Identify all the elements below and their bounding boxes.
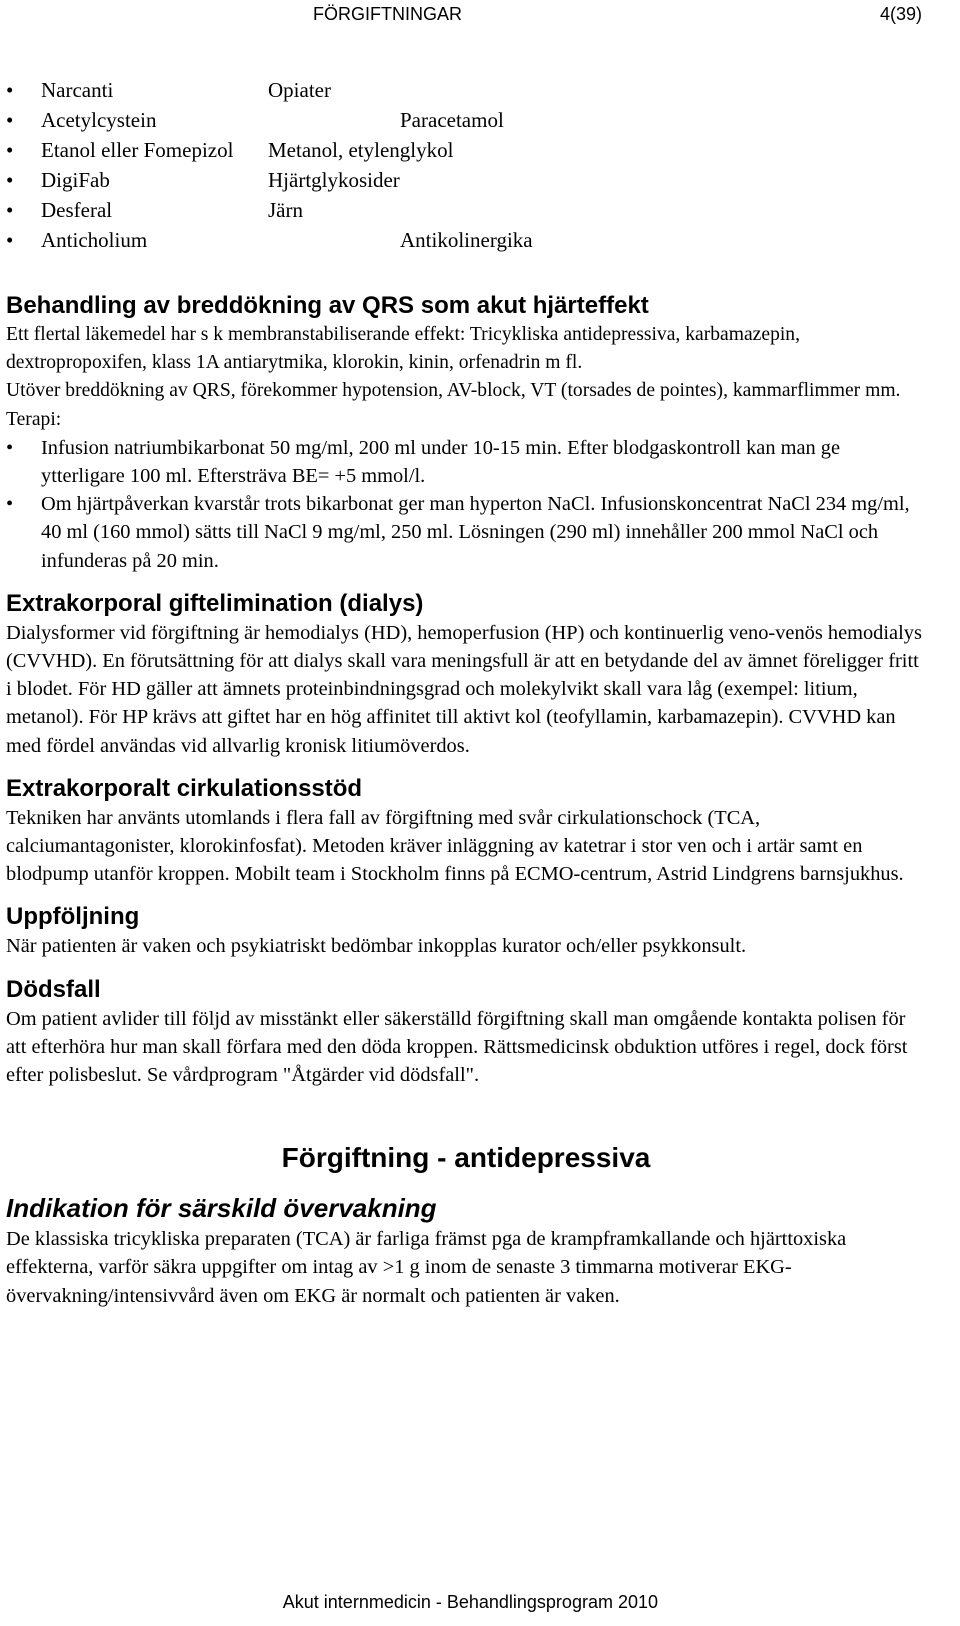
toxin-name: Opiater: [268, 78, 331, 102]
list-item: [6, 165, 926, 195]
list-item-text: Om hjärtpåverkan kvarstår trots bikarbonat ger man hyperton NaCl. Infusionskoncentrat NaCl 234 mg/ml, 40 ml (160 mmol) sätts till NaCl 9 mg/ml, 250 ml. Lösningen (290 ml) innehåller 200 mmol NaCl och infunderas på 20 min.: [41, 493, 910, 572]
subsection-heading: Indikation för särskild övervakning: [6, 1193, 437, 1224]
document-title: FÖRGIFTNINGAR: [313, 4, 462, 24]
circulation-section: [6, 774, 926, 889]
bullet-icon: •: [6, 138, 14, 162]
section-heading: Dödsfall: [6, 975, 101, 1003]
qrs-section: [6, 291, 926, 575]
bullet-icon: •: [6, 493, 14, 516]
followup-section: [6, 902, 926, 960]
toxin-name: Antikolinergika: [400, 228, 533, 252]
page-number: 4(39): [879, 4, 922, 24]
antidote-list: [6, 75, 926, 255]
antidote-name: DigiFab: [41, 168, 110, 192]
bullet-icon: •: [6, 78, 14, 102]
page-content: [6, 75, 926, 1310]
paragraph: Om patient avlider till följd av misstänkt eller säkerställd förgiftning skall man omgående kontakta polisen för att efterhöra hur man skall förfara med den döda kroppen. Rättsmedicinsk obduktion utföres i regel, dock först efter polisbeslut. Se vårdprogram "Åtgärder vid dödsfall".: [6, 1007, 908, 1087]
list-item: [6, 135, 926, 165]
bullet-icon: •: [6, 168, 14, 192]
toxin-name: Paracetamol: [400, 108, 504, 132]
antidote-name: Narcanti: [41, 78, 114, 102]
death-section: [6, 975, 926, 1090]
chapter-heading: Förgiftning - antidepressiva: [281, 1142, 651, 1174]
bullet-icon: •: [6, 198, 14, 222]
paragraph: Utöver breddökning av QRS, förekommer hypotension, AV-block, VT (torsades de pointes), kammarflimmer mm.: [6, 380, 901, 402]
section-heading: Extrakorporal giftelimination (dialys): [6, 589, 424, 617]
list-item: [6, 225, 926, 255]
bullet-icon: •: [6, 228, 14, 252]
list-item: [6, 490, 926, 575]
bullet-icon: •: [6, 108, 14, 132]
antidote-name: Anticholium: [41, 228, 148, 252]
antidote-name: Acetylcystein: [41, 108, 157, 132]
toxin-name: Järn: [268, 198, 303, 222]
bullet-icon: •: [6, 436, 14, 459]
antidote-name: Etanol eller Fomepizol: [41, 138, 234, 162]
therapy-list: [6, 434, 926, 575]
paragraph: Dialysformer vid förgiftning är hemodialys (HD), hemoperfusion (HP) och kontinuerlig veno-venös hemodialys (CVVHD). En förutsättning för att dialys skall vara meningsfull är att en betydande del av ämnet föreligger fritt i blodet. För HD gäller att ämnets proteinbindningsgrad och molekylvikt skall vara låg (exempel: litium, metanol). För HP krävs att giftet har en hög affinitet till aktivt kol (teofyllamin, karbamazepin). CVVHD kan med fördel användas vid allvarlig kronisk litiumöverdos.: [6, 621, 922, 757]
section-heading: Extrakorporalt cirkulationsstöd: [6, 774, 363, 802]
therapy-label: Terapi:: [6, 408, 62, 430]
section-heading: Behandling av breddökning av QRS som akut hjärteffekt: [6, 292, 649, 319]
list-item-text: Infusion natriumbikarbonat 50 mg/ml, 200 ml under 10-15 min. Efter blodgaskontroll kan man ge ytterligare 100 ml. Eftersträva BE= +5 mmol/l.: [41, 436, 841, 488]
paragraph: Ett flertal läkemedel har s k membranstabiliserande effekt: Tricykliska antidepressiva, karbamazepin, dextropropoxifen, klass 1A antiarytmika, klorokin, kinin, orfenadrin m fl.: [6, 324, 801, 374]
dialysis-section: [6, 589, 926, 760]
list-item: [6, 105, 926, 135]
page-header: [0, 4, 960, 26]
antidote-name: Desferal: [41, 198, 113, 222]
antidepressants-section: [6, 1143, 926, 1310]
paragraph: De klassiska tricykliska preparaten (TCA) är farliga främst pga de krampframkallande och hjärttoxiska effekterna, varför säkra uppgifter om intag av >1 g inom de senaste 3 timmarna motiverar EKG-övervakning/intensivvård även om EKG är normalt och patienten är vaken.: [6, 1228, 847, 1307]
toxin-name: Hjärtglykosider: [268, 168, 400, 192]
list-item: [6, 434, 926, 490]
toxin-name: Metanol, etylenglykol: [268, 138, 454, 162]
list-item: [6, 195, 926, 225]
list-item: [6, 75, 926, 105]
section-heading: Uppföljning: [6, 903, 140, 931]
footer-text: Akut internmedicin - Behandlingsprogram 2010: [282, 1592, 658, 1612]
paragraph: När patienten är vaken och psykiatriskt bedömbar inkopplas kurator och/eller psykkonsult.: [6, 935, 747, 958]
paragraph: Tekniken har använts utomlands i flera fall av förgiftning med svår cirkulationschock (TCA, calciumantagonister, klorokinfosfat). Metoden kräver inläggning av katetrar i stor ven och i artär samt en blodpump utanför kroppen. Mobilt team i Stockholm finns på ECMO-centrum, Astrid Lindgrens barnsjukhus.: [6, 806, 904, 886]
